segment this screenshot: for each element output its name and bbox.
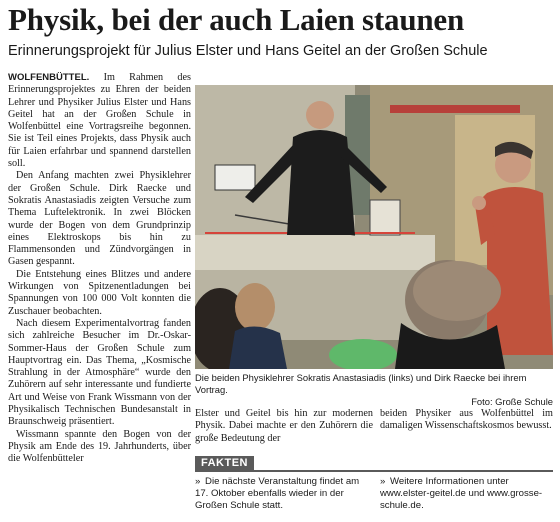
photo-scene: [195, 85, 553, 369]
article-paragraph: Den Anfang machten zwei Physiklehrer der Großen Schule. Dirk Raecke und Sokratis Anastasiadis zeigten Versuche zum Thema Luftelektronik. In zwei Blöcken wurde der Bogen von dem Grundprinzip eines Elektroskops bis hin zu Flammensonden und Zündvorgängen in Gasen gespannt.: [8, 170, 191, 268]
fact-item: [195, 476, 371, 512]
article-column-middle: [195, 408, 373, 445]
fact-item: [380, 476, 553, 512]
fakten-label: FAKTEN: [195, 456, 254, 471]
caption-text: Die beiden Physiklehrer Sokratis Anastasiadis (links) und Dirk Raecke bei ihrem Vortrag.: [195, 372, 527, 395]
article-column-left: [8, 72, 191, 466]
article-paragraph: Elster und Geitel bis hin zur modernen Physik. Dabei machte er den Zuhörern die große Bedeutung der: [195, 408, 373, 444]
fakten-divider: [195, 470, 553, 472]
article-column-right: [380, 408, 553, 433]
headline: Physik, bei der auch Laien staunen: [8, 2, 465, 37]
fact-text: Die nächste Veranstaltung findet am 17. Oktober ebenfalls wieder in der Großen Schule statt.: [195, 476, 360, 511]
article-paragraph: Nach diesem Experimentalvortrag fanden sich zahlreiche Besucher im Dr.-Oskar-Sommer-Haus der Großen Schule zum Hauptvortrag ein. Das Thema, „Kosmische Strahlung in der Atmosphäre“ wurde den Zuhörern auf sehr interessante und fundierte Art und Weise von Frank Wissmann von der Physikalisch Technischen Bundesanstalt in Braunschweig präsentiert.: [8, 317, 191, 428]
bullet-icon: »: [195, 476, 201, 487]
photo-caption: [195, 372, 553, 408]
fact-text: Weitere Informationen unter www.elster-geitel.de und www.grosse-schule.de.: [380, 476, 543, 511]
dateline: WOLFENBÜTTEL.: [8, 72, 90, 83]
article-paragraph: Wissmann spannte den Bogen von der Physik am Ende des 19. Jahrhunderts, über die Wolfenbütteler: [8, 428, 191, 465]
paragraph-text: Im Rahmen des Erinnerungsprojektes zu Ehren der beiden Lehrer und Physiker Julius Elster und Hans Geitel hat an der Großen Schule in Wolfenbüttel eine Vortragsreihe begonnen. Sie ist Teil eines Projekts, dass Physik auch für Laien erfahrbar und spannend darstellen soll.: [8, 72, 191, 170]
subheadline: Erinnerungsprojekt für Julius Elster und Hans Geitel an der Großen Schule: [8, 43, 488, 59]
article-paragraph: Die Entstehung eines Blitzes und andere Wirkungen von Spitzenentladungen bei Spannungen von 100 000 Volt konnten die Zuschauer beobachten.: [8, 268, 191, 317]
article-paragraph: [8, 72, 191, 170]
article-paragraph: beiden Physiker aus Wolfenbüttel im damaligen Wissenschaftskosmos bewusst.: [380, 408, 553, 432]
bullet-icon: »: [380, 476, 386, 487]
photo-credit: Foto: Große Schule: [471, 396, 553, 407]
article-photo: [195, 85, 553, 369]
